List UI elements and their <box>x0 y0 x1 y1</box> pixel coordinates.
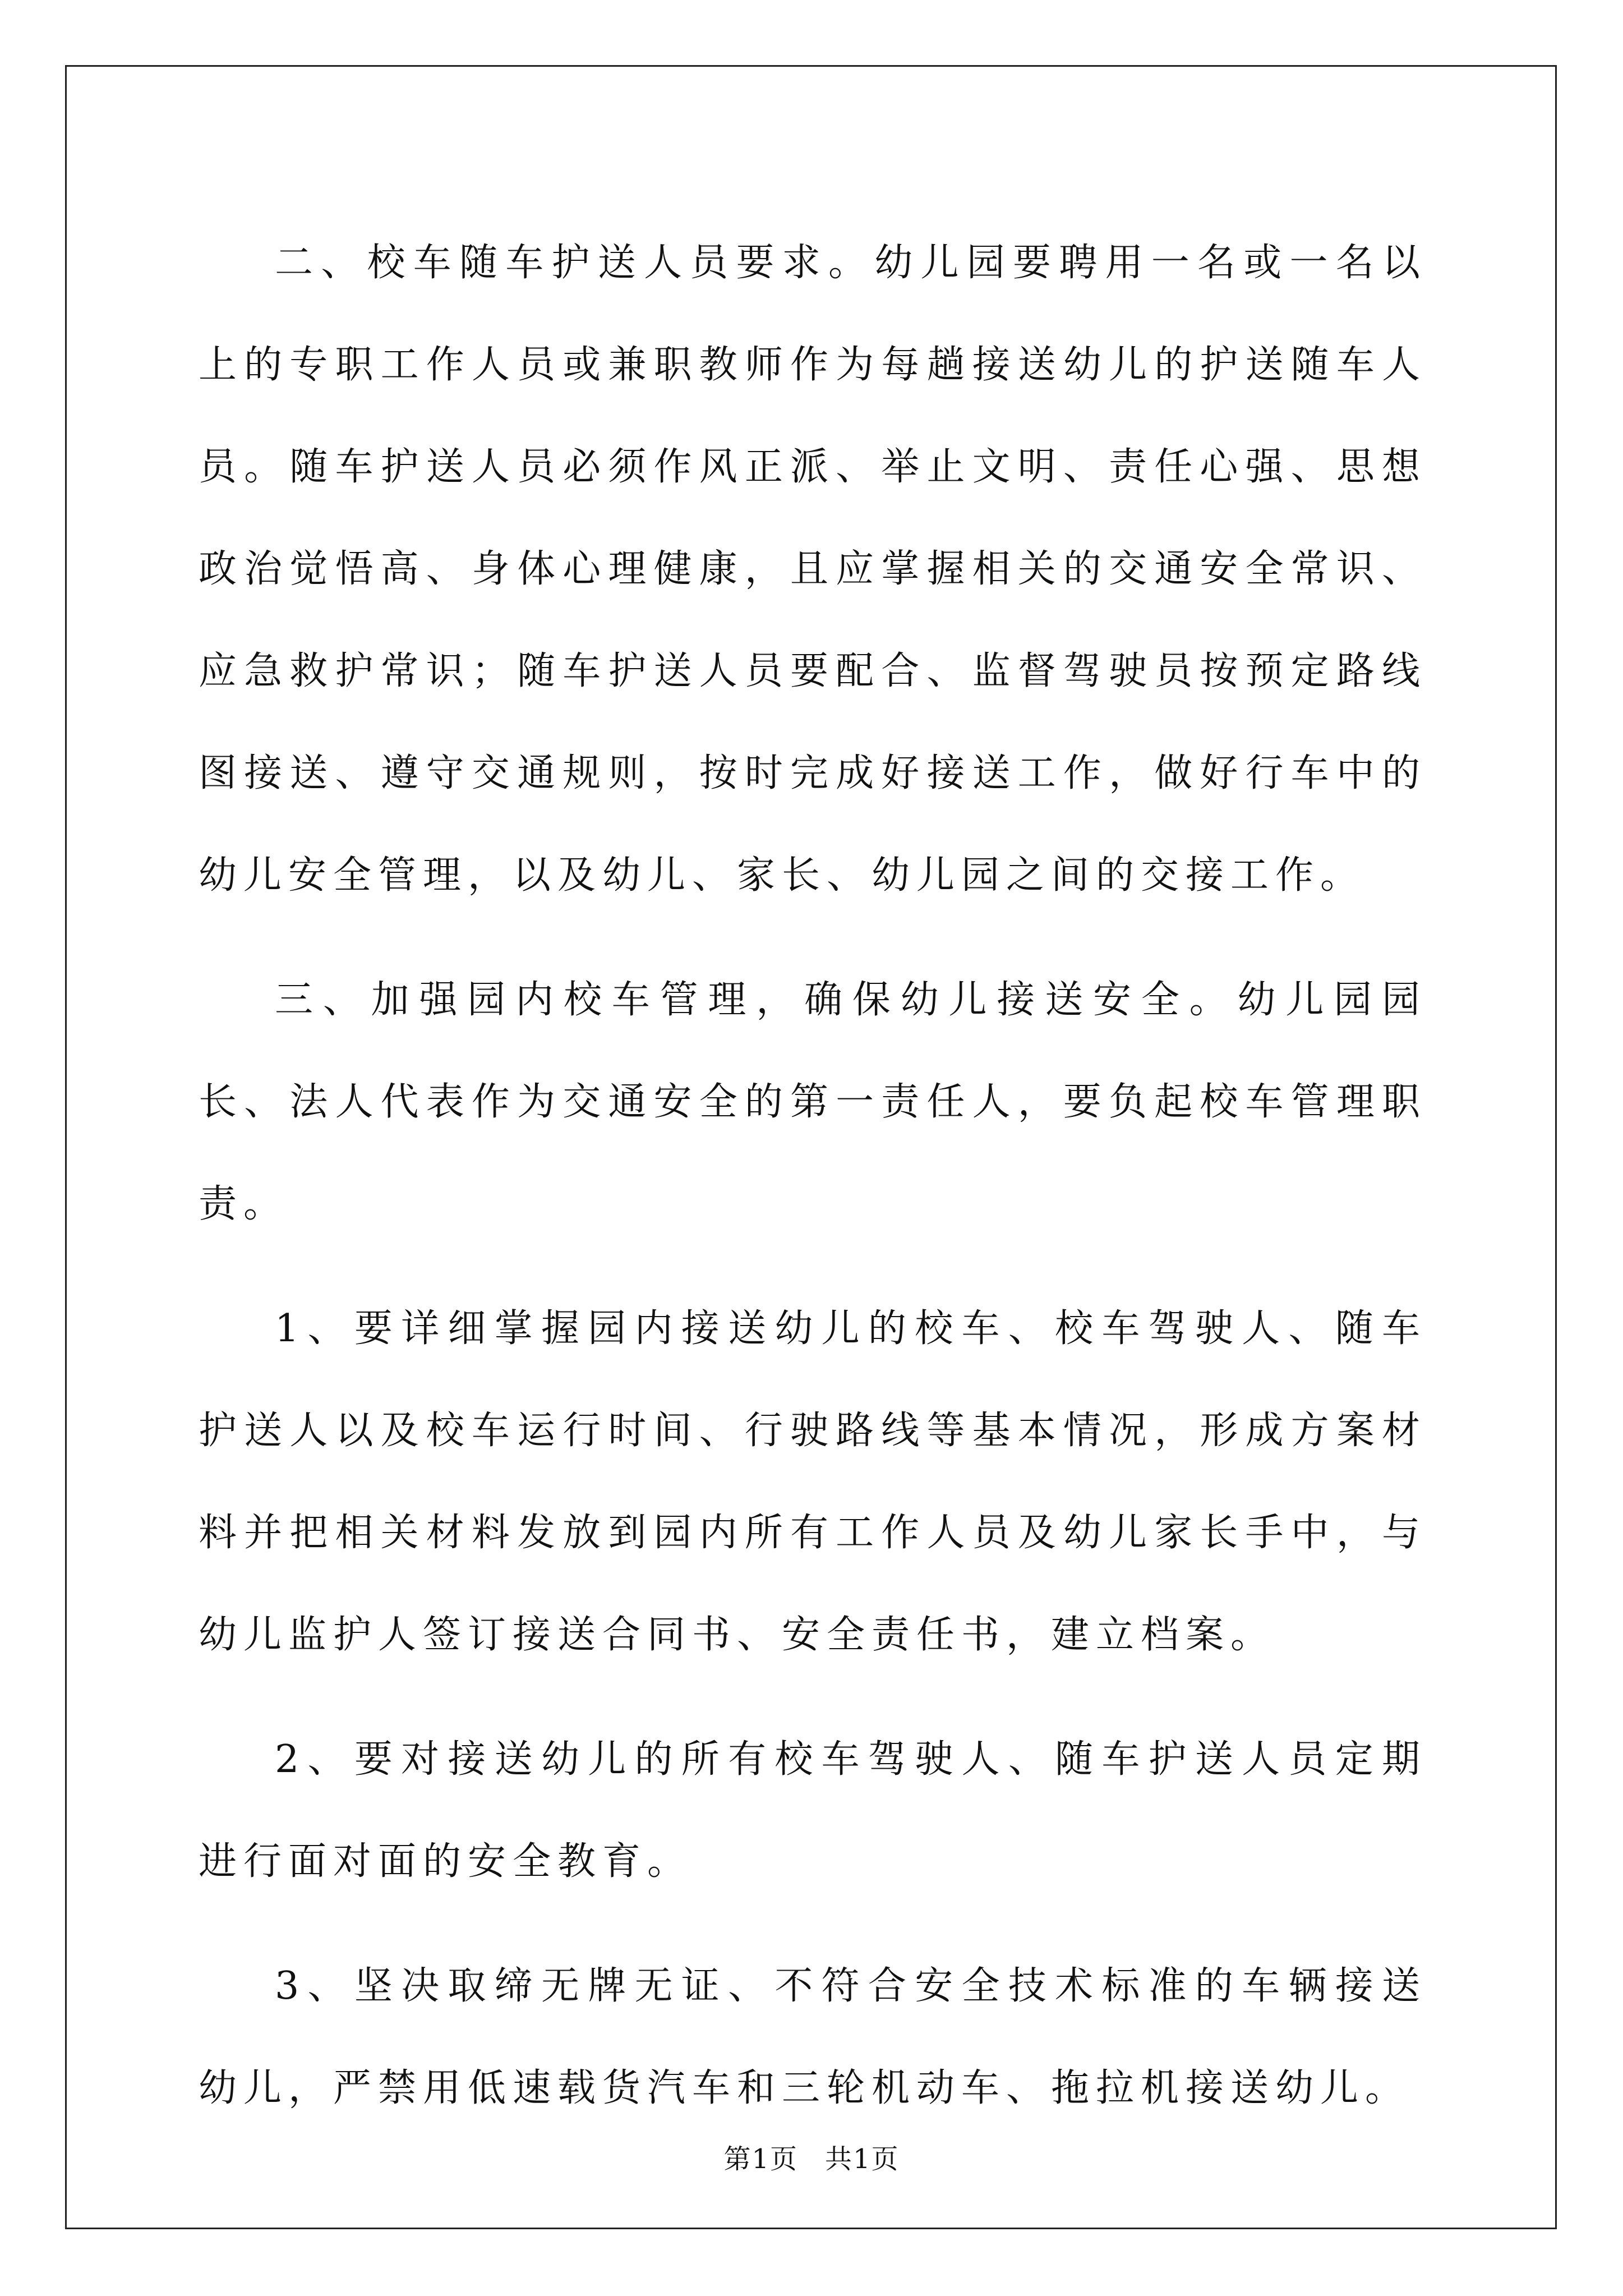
paragraph: 2、要对接送幼儿的所有校车驾驶人、随车护送人员定期进行面对面的安全教育。 <box>199 1737 1427 1884</box>
page-number: 第1页 <box>723 2143 798 2175</box>
paragraph: 二、校车随车护送人员要求。幼儿园要聘用一名或一名以上的专职工作人员或兼职教师作为每趟接送幼儿的护送随车人员。随车护送人员必须作风正派、举止文明、责任心强、思想政治觉悟高、身体心理健康，且应掌握相关的交通安全常识、应急救护常识；随车护送人员要配合、监督驾驶员按预定路线图接送、遵守交通规则，按时完成好接送工作，做好行车中的幼儿安全管理，以及幼儿、家长、幼儿园之间的交接工作。 <box>199 241 1427 898</box>
page-total: 共1页 <box>825 2143 900 2175</box>
page-footer <box>0 2137 1623 2176</box>
paragraph: 三、加强园内校车管理，确保幼儿接送安全。幼儿园园长、法人代表作为交通安全的第一责任人，要负起校车管理职责。 <box>199 978 1427 1226</box>
paragraph: 1、要详细掌握园内接送幼儿的校车、校车驾驶人、随车护送人以及校车运行时间、行驶路线等基本情况，形成方案材料并把相关材料发放到园内所有工作人员及幼儿家长手中，与幼儿监护人签订接送合同书、安全责任书，建立档案。 <box>199 1306 1427 1657</box>
paragraph: 3、坚决取缔无牌无证、不符合安全技术标准的车辆接送幼儿，严禁用低速载货汽车和三轮机动车、拖拉机接送幼儿。 <box>199 1964 1427 2110</box>
document-body <box>199 212 1427 2162</box>
